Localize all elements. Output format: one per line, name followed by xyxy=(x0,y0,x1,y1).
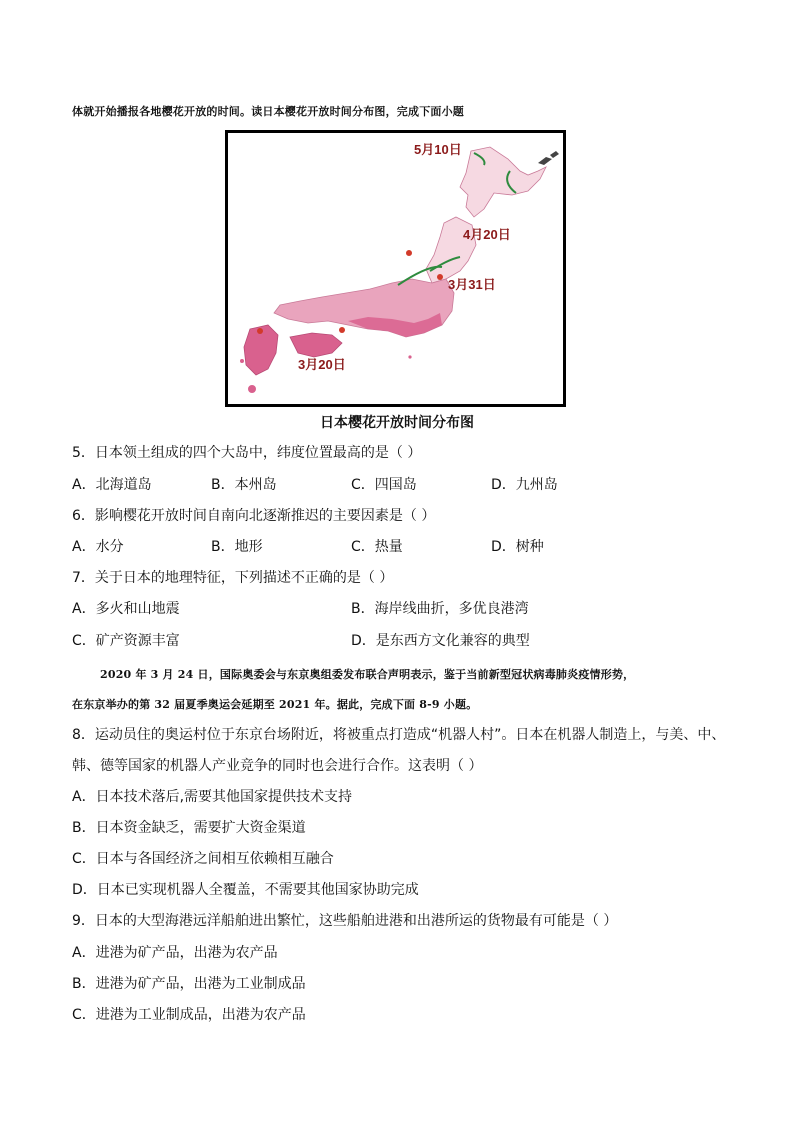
q5-option-d[interactable]: D．九州岛 xyxy=(491,477,558,493)
q8-option-b[interactable]: B．日本资金缺乏，需要扩大资金渠道 xyxy=(72,820,306,836)
q9-option-c[interactable]: C．进港为工业制成品，出港为农产品 xyxy=(72,1007,306,1023)
q6-option-b[interactable]: B．地形 xyxy=(211,539,263,555)
map-drawing xyxy=(228,133,563,404)
q8-option-a[interactable]: A．日本技术落后,需要其他国家提供技术支持 xyxy=(72,789,353,805)
question-6-stem: 6．影响樱花开放时间自南向北逐渐推迟的主要因素是（ ） xyxy=(72,508,436,524)
q5-option-c[interactable]: C．四国岛 xyxy=(351,477,417,493)
q7-option-d[interactable]: D．是东西方文化兼容的典型 xyxy=(351,633,530,649)
q9-option-b[interactable]: B．进港为矿产品，出港为工业制成品 xyxy=(72,976,306,992)
q7-option-b[interactable]: B．海岸线曲折，多优良港湾 xyxy=(351,601,529,617)
label-apr20: 4月20日 xyxy=(463,227,511,242)
q6-option-a[interactable]: A．水分 xyxy=(72,539,124,555)
q8-option-d[interactable]: D．日本已实现机器人全覆盖，不需要其他国家协助完成 xyxy=(72,882,419,898)
label-mar20: 3月20日 xyxy=(298,357,346,372)
q9-option-a[interactable]: A．进港为矿产品，出港为农产品 xyxy=(72,945,278,961)
q6-option-c[interactable]: C．热量 xyxy=(351,539,403,555)
q7-option-a[interactable]: A．多火和山地震 xyxy=(72,601,180,617)
q7-option-c[interactable]: C．矿产资源丰富 xyxy=(72,633,180,649)
japan-cherry-blossom-map xyxy=(225,130,566,407)
question-5-stem: 5．日本领土组成的四个大岛中，纬度位置最高的是（ ） xyxy=(72,445,422,461)
passage-line-1: 2020 年 3 月 24 日，国际奥委会与东京奥组委发布联合声明表示，鉴于当前新型冠状病毒肺炎疫情形势， xyxy=(100,668,635,681)
intro-text: 体就开始播报各地樱花开放的时间。读日本樱花开放时间分布图，完成下面小题 xyxy=(72,105,464,118)
question-7-stem: 7．关于日本的地理特征，下列描述不正确的是（ ） xyxy=(72,570,394,586)
label-may10: 5月10日 xyxy=(414,142,462,157)
question-9-stem: 9．日本的大型海港远洋船舶进出繁忙，这些船舶进港和出港所运的货物最有可能是（ ） xyxy=(72,913,618,929)
q8-option-c[interactable]: C．日本与各国经济之间相互依赖相互融合 xyxy=(72,851,334,867)
q5-option-b[interactable]: B．本州岛 xyxy=(211,477,277,493)
question-8-stem-line-2: 韩、德等国家的机器人产业竞争的同时也会进行合作。这表明（ ） xyxy=(72,758,483,774)
hokkaido-island xyxy=(460,147,546,217)
question-8-stem-line-1: 8．运动员住的奥运村位于东京台场附近，将被重点打造成“机器人村”。日本在机器人制造上，与美、中、 xyxy=(72,727,726,743)
q6-option-d[interactable]: D．树种 xyxy=(491,539,544,555)
map-caption: 日本樱花开放时间分布图 xyxy=(320,415,474,431)
label-mar31: 3月31日 xyxy=(448,277,496,292)
q5-option-a[interactable]: A．北海道岛 xyxy=(72,477,152,493)
shikoku-island xyxy=(290,333,342,357)
passage-line-2: 在东京举办的第 32 届夏季奥运会延期至 2021 年。据此，完成下面 8-9 小题。 xyxy=(72,698,478,711)
